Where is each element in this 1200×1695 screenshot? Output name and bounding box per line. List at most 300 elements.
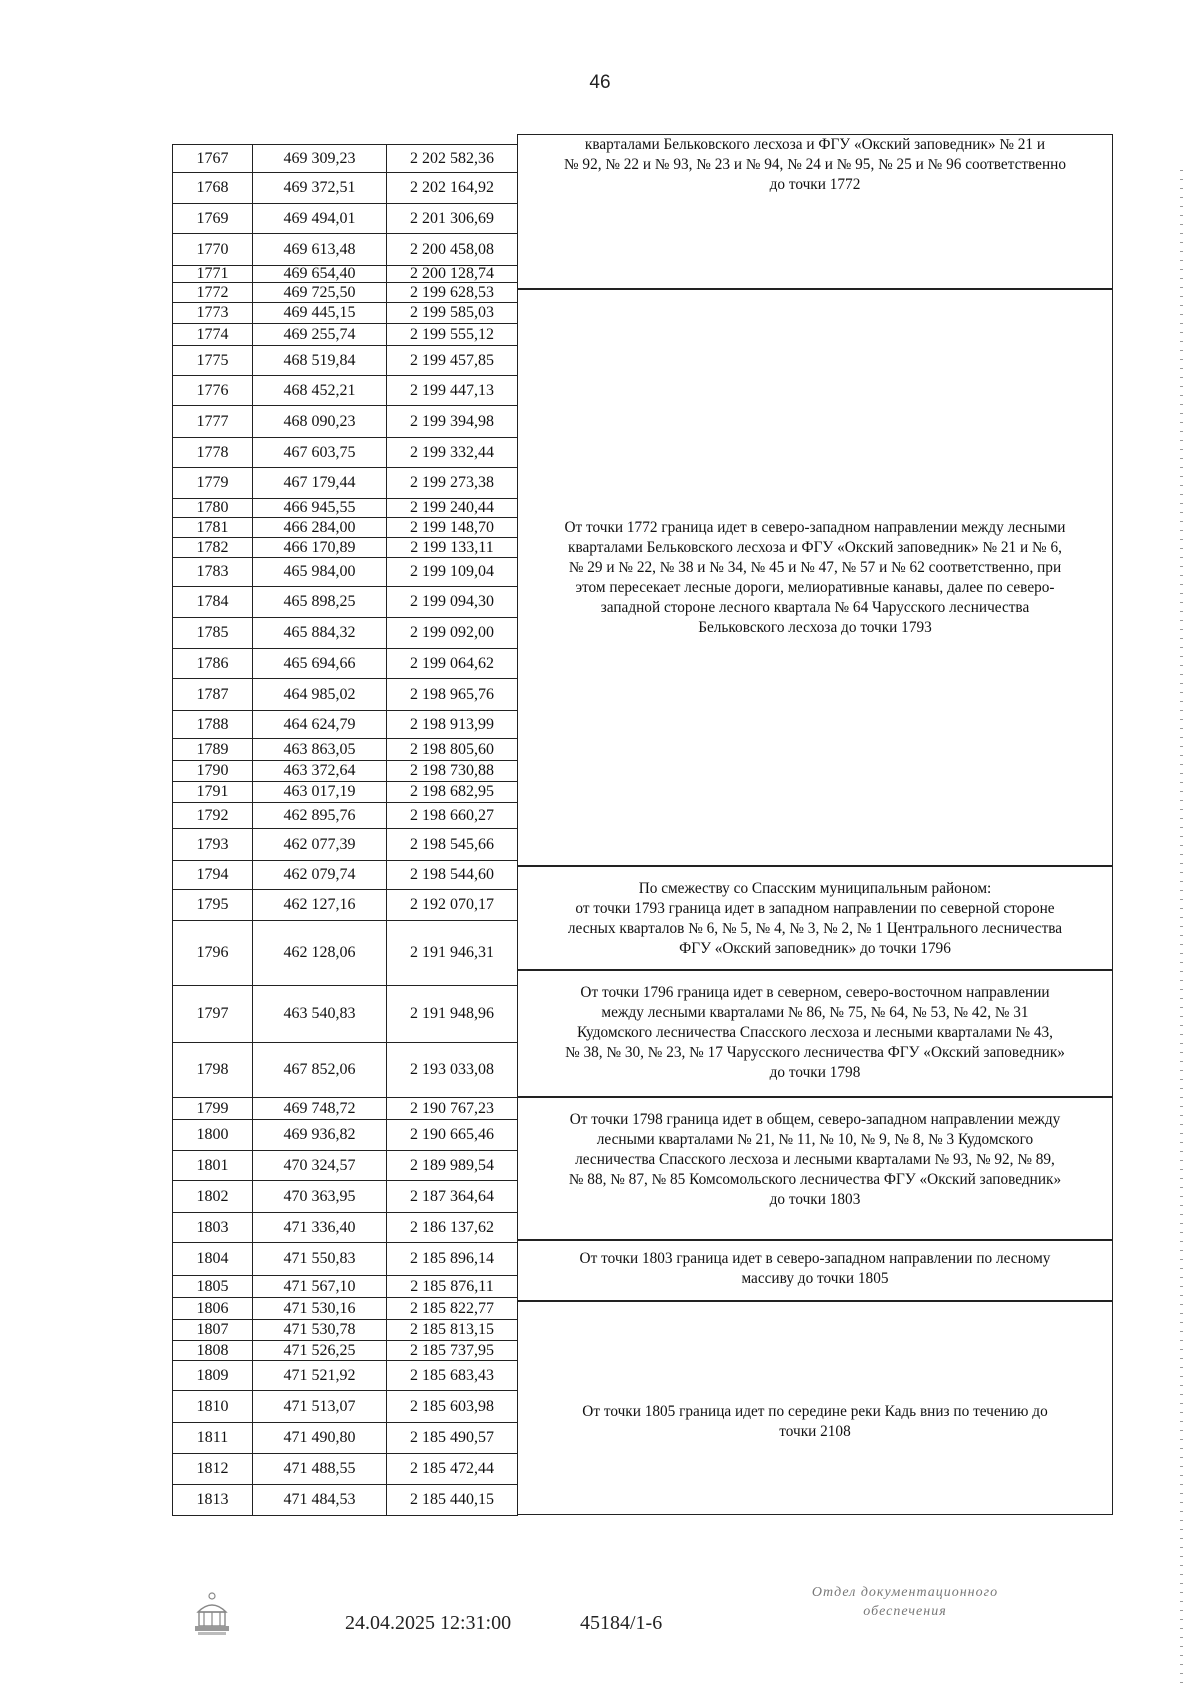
- scan-mark: [1180, 782, 1183, 783]
- x-coordinate-cell: 470 363,95: [252, 1180, 387, 1213]
- point-number-cell: 1775: [172, 345, 253, 376]
- scan-mark: [1180, 899, 1183, 900]
- point-number-cell: 1812: [172, 1453, 253, 1485]
- x-coordinate-cell: 462 128,06: [252, 920, 387, 986]
- point-number-cell: 1793: [172, 828, 253, 861]
- scan-mark: [1180, 800, 1183, 801]
- scan-mark: [1180, 1142, 1183, 1143]
- y-coordinate-cell: 2 199 240,44: [386, 498, 518, 518]
- scan-mark: [1180, 1475, 1183, 1476]
- x-coordinate-cell: 471 530,78: [252, 1319, 387, 1341]
- x-coordinate-cell: 469 445,15: [252, 302, 387, 324]
- x-coordinate-cell: 471 336,40: [252, 1212, 387, 1243]
- scan-mark: [1180, 845, 1183, 846]
- scan-mark: [1180, 593, 1183, 594]
- y-coordinate-cell: 2 200 458,08: [386, 233, 518, 266]
- y-coordinate-cell: 2 185 683,43: [386, 1360, 518, 1391]
- scan-mark: [1180, 791, 1183, 792]
- x-coordinate-cell: 470 324,57: [252, 1150, 387, 1181]
- y-coordinate-cell: 2 185 737,95: [386, 1340, 518, 1361]
- scan-mark: [1180, 746, 1183, 747]
- scan-mark: [1180, 1664, 1183, 1665]
- scan-mark: [1180, 1394, 1183, 1395]
- point-number-cell: 1776: [172, 375, 253, 406]
- scan-mark: [1180, 1565, 1183, 1566]
- y-coordinate-cell: 2 199 092,00: [386, 617, 518, 649]
- point-number-cell: 1811: [172, 1422, 253, 1454]
- scan-mark: [1180, 1637, 1183, 1638]
- scan-mark: [1180, 1223, 1183, 1224]
- y-coordinate-cell: 2 199 133,11: [386, 537, 518, 558]
- scan-mark: [1180, 701, 1183, 702]
- scan-mark: [1180, 935, 1183, 936]
- scan-mark: [1180, 1682, 1183, 1683]
- scan-mark: [1180, 1403, 1183, 1404]
- scan-mark: [1180, 1556, 1183, 1557]
- y-coordinate-cell: 2 199 457,85: [386, 345, 518, 376]
- scan-mark: [1180, 1178, 1183, 1179]
- point-number-cell: 1804: [172, 1242, 253, 1276]
- scan-mark: [1180, 1619, 1183, 1620]
- scan-mark: [1180, 1268, 1183, 1269]
- y-coordinate-cell: 2 185 896,14: [386, 1242, 518, 1276]
- scan-mark: [1180, 440, 1183, 441]
- scan-mark: [1180, 512, 1183, 513]
- scan-mark: [1180, 1628, 1183, 1629]
- point-number-cell: 1805: [172, 1275, 253, 1298]
- scan-mark: [1180, 1034, 1183, 1035]
- scan-mark: [1180, 539, 1183, 540]
- y-coordinate-cell: 2 185 813,15: [386, 1319, 518, 1341]
- boundary-description: От точки 1803 граница идет в северо-западном направлении по лесному массиву до точки 1805: [517, 1240, 1113, 1301]
- y-coordinate-cell: 2 198 805,60: [386, 738, 518, 761]
- scan-mark: [1180, 368, 1183, 369]
- y-coordinate-cell: 2 198 660,27: [386, 802, 518, 829]
- y-coordinate-cell: 2 198 965,76: [386, 678, 518, 711]
- x-coordinate-cell: 463 372,64: [252, 760, 387, 782]
- y-coordinate-cell: 2 191 946,31: [386, 920, 518, 986]
- y-coordinate-cell: 2 199 148,70: [386, 517, 518, 538]
- y-coordinate-cell: 2 190 767,23: [386, 1097, 518, 1120]
- scan-mark: [1180, 620, 1183, 621]
- stamp-line-2: обеспечения: [863, 1604, 947, 1619]
- scan-mark: [1180, 944, 1183, 945]
- point-number-cell: 1769: [172, 203, 253, 234]
- scan-mark: [1180, 224, 1183, 225]
- footer-document-number: 45184/1-6: [580, 1612, 663, 1634]
- point-number-cell: 1788: [172, 710, 253, 739]
- scan-mark: [1180, 1070, 1183, 1071]
- point-number-cell: 1790: [172, 760, 253, 782]
- scan-mark: [1180, 323, 1183, 324]
- x-coordinate-cell: 467 852,06: [252, 1042, 387, 1098]
- point-number-cell: 1783: [172, 557, 253, 587]
- x-coordinate-cell: 469 372,51: [252, 172, 387, 204]
- y-coordinate-cell: 2 185 440,15: [386, 1484, 518, 1516]
- y-coordinate-cell: 2 198 730,88: [386, 760, 518, 782]
- scan-mark: [1180, 350, 1183, 351]
- scan-mark: [1180, 1025, 1183, 1026]
- y-coordinate-cell: 2 190 665,46: [386, 1119, 518, 1151]
- scan-mark: [1180, 1511, 1183, 1512]
- emblem-logo: [190, 1590, 234, 1638]
- y-coordinate-cell: 2 191 948,96: [386, 985, 518, 1043]
- point-number-cell: 1781: [172, 517, 253, 538]
- point-number-cell: 1768: [172, 172, 253, 204]
- point-number-cell: 1777: [172, 405, 253, 438]
- scan-mark: [1180, 1115, 1183, 1116]
- scan-mark: [1180, 413, 1183, 414]
- scan-mark: [1180, 296, 1183, 297]
- point-number-cell: 1774: [172, 323, 253, 346]
- y-coordinate-cell: 2 185 603,98: [386, 1390, 518, 1423]
- scan-mark: [1180, 278, 1183, 279]
- scan-mark: [1180, 1241, 1183, 1242]
- x-coordinate-cell: 471 490,80: [252, 1422, 387, 1454]
- x-coordinate-cell: 467 603,75: [252, 437, 387, 468]
- scan-mark: [1180, 557, 1183, 558]
- scan-mark: [1180, 1133, 1183, 1134]
- scan-mark: [1180, 215, 1183, 216]
- scan-mark: [1180, 692, 1183, 693]
- scan-mark: [1180, 1007, 1183, 1008]
- scan-mark: [1180, 1358, 1183, 1359]
- scan-mark: [1180, 1448, 1183, 1449]
- point-number-cell: 1808: [172, 1340, 253, 1361]
- scan-mark: [1180, 890, 1183, 891]
- scan-mark: [1180, 1493, 1183, 1494]
- point-number-cell: 1810: [172, 1390, 253, 1423]
- y-coordinate-cell: 2 185 472,44: [386, 1453, 518, 1485]
- point-number-cell: 1789: [172, 738, 253, 761]
- point-number-cell: 1780: [172, 498, 253, 518]
- y-coordinate-cell: 2 199 628,53: [386, 282, 518, 303]
- scan-mark: [1180, 917, 1183, 918]
- scan-mark: [1180, 953, 1183, 954]
- scan-mark: [1180, 260, 1183, 261]
- scan-mark: [1180, 1304, 1183, 1305]
- point-number-cell: 1787: [172, 678, 253, 711]
- point-number-cell: 1813: [172, 1484, 253, 1516]
- point-number-cell: 1807: [172, 1319, 253, 1341]
- scan-mark: [1180, 449, 1183, 450]
- scan-mark: [1180, 1151, 1183, 1152]
- scan-mark: [1180, 341, 1183, 342]
- scan-mark: [1180, 1538, 1183, 1539]
- scan-mark: [1180, 836, 1183, 837]
- scan-mark: [1180, 584, 1183, 585]
- y-coordinate-cell: 2 199 109,04: [386, 557, 518, 587]
- point-number-cell: 1798: [172, 1042, 253, 1098]
- scan-mark: [1180, 737, 1183, 738]
- scan-mark: [1180, 1286, 1183, 1287]
- y-coordinate-cell: 2 198 682,95: [386, 781, 518, 803]
- scan-mark: [1180, 1106, 1183, 1107]
- y-coordinate-cell: 2 185 822,77: [386, 1297, 518, 1320]
- x-coordinate-cell: 465 694,66: [252, 648, 387, 679]
- y-coordinate-cell: 2 199 094,30: [386, 586, 518, 618]
- scan-mark: [1180, 728, 1183, 729]
- scan-mark: [1180, 251, 1183, 252]
- scan-mark: [1180, 1043, 1183, 1044]
- scan-mark: [1180, 1421, 1183, 1422]
- y-coordinate-cell: 2 189 989,54: [386, 1150, 518, 1181]
- point-number-cell: 1809: [172, 1360, 253, 1391]
- y-coordinate-cell: 2 199 064,62: [386, 648, 518, 679]
- y-coordinate-cell: 2 187 364,64: [386, 1180, 518, 1213]
- x-coordinate-cell: 462 079,74: [252, 860, 387, 890]
- x-coordinate-cell: 469 936,82: [252, 1119, 387, 1151]
- scan-mark: [1180, 1349, 1183, 1350]
- scan-mark: [1180, 1655, 1183, 1656]
- scan-mark: [1180, 1601, 1183, 1602]
- scan-mark: [1180, 1331, 1183, 1332]
- scan-mark: [1180, 1322, 1183, 1323]
- scan-mark: [1180, 332, 1183, 333]
- y-coordinate-cell: 2 199 555,12: [386, 323, 518, 346]
- scan-mark: [1180, 1385, 1183, 1386]
- scan-mark: [1180, 242, 1183, 243]
- scan-mark: [1180, 665, 1183, 666]
- scan-mark: [1180, 548, 1183, 549]
- scan-mark: [1180, 602, 1183, 603]
- scan-mark: [1180, 773, 1183, 774]
- scan-mark: [1180, 170, 1183, 171]
- scan-mark: [1180, 503, 1183, 504]
- scan-mark: [1180, 422, 1183, 423]
- x-coordinate-cell: 471 530,16: [252, 1297, 387, 1320]
- x-coordinate-cell: 466 284,00: [252, 517, 387, 538]
- scan-mark: [1180, 377, 1183, 378]
- scan-mark: [1180, 1610, 1183, 1611]
- scan-mark: [1180, 1052, 1183, 1053]
- y-coordinate-cell: 2 185 876,11: [386, 1275, 518, 1298]
- scan-mark: [1180, 926, 1183, 927]
- boundary-description: кварталами Бельковского лесхоза и ФГУ «Окский заповедник» № 21 и № 92, № 22 и № 93, № 23 и № 94, № 24 и № 95, № 25 и № 96 соответственно до точки 1772: [517, 134, 1113, 289]
- point-number-cell: 1791: [172, 781, 253, 803]
- scan-mark: [1180, 809, 1183, 810]
- scan-mark: [1180, 980, 1183, 981]
- scan-mark: [1180, 1196, 1183, 1197]
- x-coordinate-cell: 462 895,76: [252, 802, 387, 829]
- boundary-description: От точки 1798 граница идет в общем, северо-западном направлении между лесными кварталами № 21, № 11, № 10, № 9, № 8, № 3 Кудомского лесничества Спасского лесхоза и лесными кварталами № 93, № 92, № 89, № 88, № 87, № 85 Комсомольского лесничества ФГУ «Окский заповедник» до точки 1803: [517, 1097, 1113, 1240]
- scan-mark: [1180, 1232, 1183, 1233]
- scan-mark: [1180, 827, 1183, 828]
- point-number-cell: 1767: [172, 144, 253, 173]
- point-number-cell: 1784: [172, 586, 253, 618]
- scan-mark: [1180, 962, 1183, 963]
- scan-mark: [1180, 521, 1183, 522]
- scan-mark: [1180, 404, 1183, 405]
- scan-mark: [1180, 485, 1183, 486]
- x-coordinate-cell: 464 624,79: [252, 710, 387, 739]
- scan-mark: [1180, 1340, 1183, 1341]
- x-coordinate-cell: 469 725,50: [252, 282, 387, 303]
- scan-mark: [1180, 629, 1183, 630]
- point-number-cell: 1771: [172, 265, 253, 283]
- page-number: 46: [589, 72, 611, 93]
- scan-mark: [1180, 1673, 1183, 1674]
- scan-mark: [1180, 1430, 1183, 1431]
- scan-mark: [1180, 1646, 1183, 1647]
- scan-mark: [1180, 197, 1183, 198]
- scan-mark: [1180, 233, 1183, 234]
- scan-mark: [1180, 386, 1183, 387]
- point-number-cell: 1799: [172, 1097, 253, 1120]
- footer-datetime: 24.04.2025 12:31:00: [345, 1612, 512, 1634]
- scan-mark: [1180, 1277, 1183, 1278]
- scan-mark: [1180, 872, 1183, 873]
- scan-mark: [1180, 998, 1183, 999]
- scan-mark: [1180, 1376, 1183, 1377]
- y-coordinate-cell: 2 199 273,38: [386, 467, 518, 499]
- x-coordinate-cell: 469 494,01: [252, 203, 387, 234]
- stamp-line-1: Отдел документационного: [811, 1585, 999, 1600]
- scan-mark: [1180, 1466, 1183, 1467]
- scan-mark: [1180, 1457, 1183, 1458]
- scan-mark: [1180, 179, 1183, 180]
- point-number-cell: 1802: [172, 1180, 253, 1213]
- scan-mark: [1180, 1187, 1183, 1188]
- boundary-description: По смежеству со Спасским муниципальным районом: от точки 1793 граница идет в западном направлении по северной стороне лесных кварталов № 6, № 5, № 4, № 3, № 2, № 1 Центрального лесничества ФГУ «Окский заповедник» до точки 1796: [517, 866, 1113, 970]
- point-number-cell: 1770: [172, 233, 253, 266]
- x-coordinate-cell: 469 748,72: [252, 1097, 387, 1120]
- y-coordinate-cell: 2 199 585,03: [386, 302, 518, 324]
- scan-mark: [1180, 494, 1183, 495]
- scan-mark: [1180, 566, 1183, 567]
- x-coordinate-cell: 469 613,48: [252, 233, 387, 266]
- scan-mark: [1180, 1259, 1183, 1260]
- scan-mark: [1180, 1529, 1183, 1530]
- point-number-cell: 1792: [172, 802, 253, 829]
- x-coordinate-cell: 471 567,10: [252, 1275, 387, 1298]
- point-number-cell: 1794: [172, 860, 253, 890]
- scan-mark: [1180, 1016, 1183, 1017]
- y-coordinate-cell: 2 198 545,66: [386, 828, 518, 861]
- point-number-cell: 1801: [172, 1150, 253, 1181]
- scan-mark: [1180, 458, 1183, 459]
- x-coordinate-cell: 462 077,39: [252, 828, 387, 861]
- y-coordinate-cell: 2 201 306,69: [386, 203, 518, 234]
- scan-mark: [1180, 611, 1183, 612]
- scan-mark: [1180, 1412, 1183, 1413]
- scan-mark: [1180, 1520, 1183, 1521]
- scan-mark: [1180, 710, 1183, 711]
- x-coordinate-cell: 468 452,21: [252, 375, 387, 406]
- point-number-cell: 1782: [172, 537, 253, 558]
- y-coordinate-cell: 2 199 447,13: [386, 375, 518, 406]
- scan-mark: [1180, 1079, 1183, 1080]
- x-coordinate-cell: 464 985,02: [252, 678, 387, 711]
- point-number-cell: 1797: [172, 985, 253, 1043]
- scan-mark: [1180, 719, 1183, 720]
- scan-mark: [1180, 359, 1183, 360]
- scan-mark: [1180, 1367, 1183, 1368]
- boundary-description: От точки 1805 граница идет по середине реки Кадь вниз по течению до точки 2108: [517, 1301, 1113, 1515]
- point-number-cell: 1785: [172, 617, 253, 649]
- point-number-cell: 1772: [172, 282, 253, 303]
- x-coordinate-cell: 471 521,92: [252, 1360, 387, 1391]
- scan-mark: [1180, 1439, 1183, 1440]
- scan-mark: [1180, 1583, 1183, 1584]
- scan-mark: [1180, 1250, 1183, 1251]
- y-coordinate-cell: 2 186 137,62: [386, 1212, 518, 1243]
- scan-mark: [1180, 305, 1183, 306]
- scan-mark: [1180, 1061, 1183, 1062]
- boundary-description: От точки 1772 граница идет в северо-западном направлении между лесными кварталами Бельковского лесхоза и ФГУ «Окский заповедник» № 21 и № 6, № 29 и № 22, № 38 и № 34, № 45 и № 47, № 57 и № 62 соответственно, при этом пересекает лесные дороги, мелиоративные канавы, далее по северо- западной стороне лесного квартала № 64 Чарусского лесничества Бельковского лесхоза до точки 1793: [517, 289, 1113, 866]
- y-coordinate-cell: 2 200 128,74: [386, 265, 518, 283]
- scan-mark: [1180, 395, 1183, 396]
- x-coordinate-cell: 468 519,84: [252, 345, 387, 376]
- scan-mark: [1180, 989, 1183, 990]
- scan-mark: [1180, 755, 1183, 756]
- scan-mark: [1180, 1313, 1183, 1314]
- scan-mark: [1180, 1502, 1183, 1503]
- x-coordinate-cell: 466 945,55: [252, 498, 387, 518]
- x-coordinate-cell: 463 540,83: [252, 985, 387, 1043]
- scan-mark: [1180, 908, 1183, 909]
- y-coordinate-cell: 2 193 033,08: [386, 1042, 518, 1098]
- scan-mark: [1180, 467, 1183, 468]
- scan-mark: [1180, 1124, 1183, 1125]
- scan-mark: [1180, 764, 1183, 765]
- boundary-description: От точки 1796 граница идет в северном, северо-восточном направлении между лесными кварталами № 86, № 75, № 64, № 53, № 42, № 31 Кудомского лесничества Спасского лесхоза и лесными кварталами № 43, № 38, № 30, № 23, № 17 Чарусского лесничества ФГУ «Окский заповедник» до точки 1798: [517, 970, 1113, 1097]
- x-coordinate-cell: 471 550,83: [252, 1242, 387, 1276]
- scan-mark: [1180, 656, 1183, 657]
- scan-mark: [1180, 647, 1183, 648]
- scan-mark: [1180, 530, 1183, 531]
- point-number-cell: 1786: [172, 648, 253, 679]
- x-coordinate-cell: 462 127,16: [252, 889, 387, 921]
- y-coordinate-cell: 2 198 913,99: [386, 710, 518, 739]
- scan-mark: [1180, 431, 1183, 432]
- x-coordinate-cell: 466 170,89: [252, 537, 387, 558]
- scan-mark: [1180, 818, 1183, 819]
- scan-mark: [1180, 1205, 1183, 1206]
- y-coordinate-cell: 2 199 394,98: [386, 405, 518, 438]
- scan-mark: [1180, 1169, 1183, 1170]
- x-coordinate-cell: 469 309,23: [252, 144, 387, 173]
- x-coordinate-cell: 468 090,23: [252, 405, 387, 438]
- y-coordinate-cell: 2 202 164,92: [386, 172, 518, 204]
- scan-mark: [1180, 881, 1183, 882]
- point-number-cell: 1806: [172, 1297, 253, 1320]
- y-coordinate-cell: 2 192 070,17: [386, 889, 518, 921]
- point-number-cell: 1796: [172, 920, 253, 986]
- scan-mark: [1180, 575, 1183, 576]
- point-number-cell: 1803: [172, 1212, 253, 1243]
- scan-mark: [1180, 638, 1183, 639]
- scan-mark: [1180, 1295, 1183, 1296]
- x-coordinate-cell: 469 255,74: [252, 323, 387, 346]
- scan-mark: [1180, 1574, 1183, 1575]
- scan-mark: [1180, 314, 1183, 315]
- scan-mark: [1180, 863, 1183, 864]
- point-number-cell: 1773: [172, 302, 253, 324]
- scan-mark: [1180, 971, 1183, 972]
- scan-mark: [1180, 1160, 1183, 1161]
- x-coordinate-cell: 465 984,00: [252, 557, 387, 587]
- x-coordinate-cell: 471 484,53: [252, 1484, 387, 1516]
- scan-mark: [1180, 683, 1183, 684]
- scan-mark: [1180, 1097, 1183, 1098]
- y-coordinate-cell: 2 199 332,44: [386, 437, 518, 468]
- y-coordinate-cell: 2 202 582,36: [386, 144, 518, 173]
- scan-mark: [1180, 1484, 1183, 1485]
- x-coordinate-cell: 465 884,32: [252, 617, 387, 649]
- scan-mark: [1180, 188, 1183, 189]
- scan-mark: [1180, 269, 1183, 270]
